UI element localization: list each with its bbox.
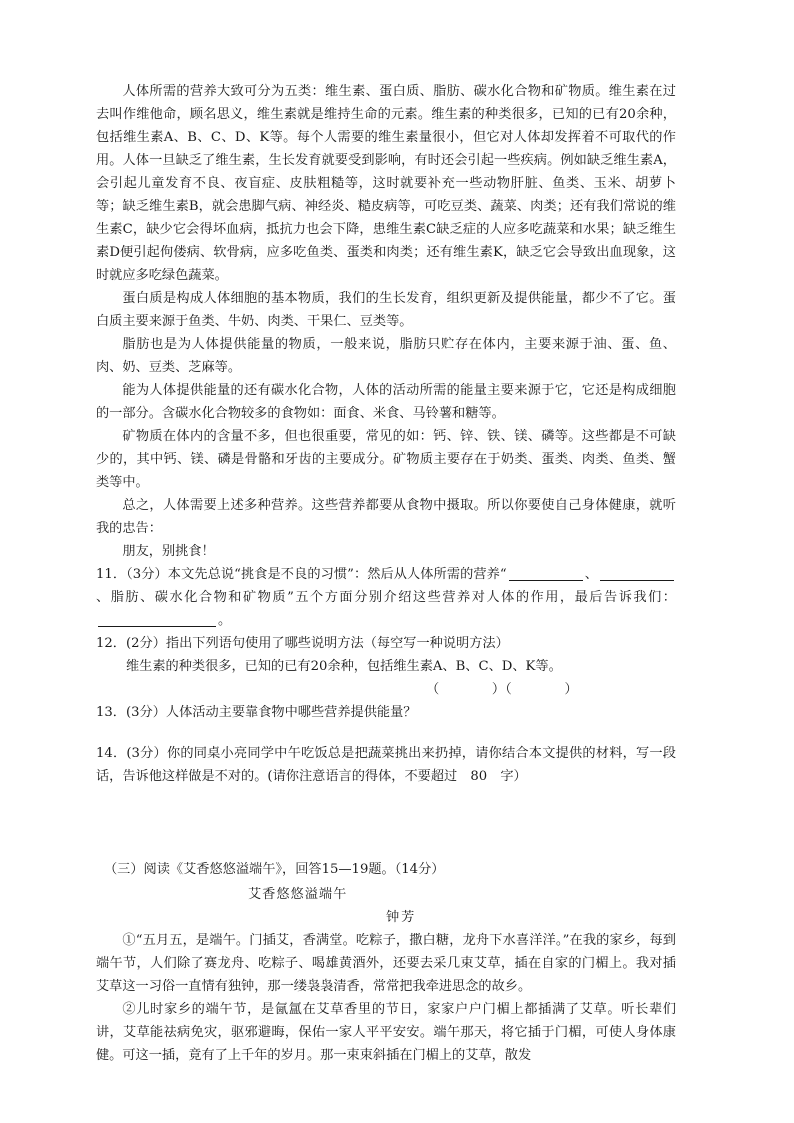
passage-paragraph: 总之，人体需要上述多种营养。这些营养都要从食物中摄取。所以你要使自己身体健康，就听我的忠告：: [96, 498, 676, 536]
q11-blank-1[interactable]: [509, 566, 583, 581]
q11-blank-2[interactable]: [600, 566, 674, 581]
q11-sep: 、: [584, 567, 599, 582]
article-paragraph: ②儿时家乡的端午节，是氤氲在艾草香里的节日，家家户户门楣上都插满了艾草。听长辈们讲，艾草能祛病免灾，驱邪避晦，保佑一家人平平安安。端午那天，将它插于门楣，可使人身体康健。可这一插，竟有了上千年的岁月。那一束束斜插在门楣上的艾草，散发: [96, 1002, 676, 1063]
question-14: [96, 742, 676, 788]
passage-paragraph: 朋友，别挑食！: [122, 544, 215, 559]
q12-answer-parens[interactable]: （ ）（ ）: [426, 682, 578, 697]
answer-space[interactable]: [96, 788, 676, 858]
q11-text-1: 11．（3分）本文先总说“挑食是不良的习惯”：然后从人体所需的营养“: [96, 567, 507, 582]
passage-paragraph: 人体所需的营养大致可分为五类：维生素、蛋白质、脂肪、碳水化合物和矿物质。维生素在过去叫作维他命，顾名思义，维生素就是维持生命的元素。维生素的种类很多，已知的已有20余种，包括维生素A、B、C、D、K等。每个人需要的维生素量很小，但它对人体却发挥着不可取代的作用。人体一旦缺乏了维生素，生长发育就要受到影响，有时还会引起一些疾病。例如缺乏维生素A，会引起儿童发育不良、夜盲症、皮肤粗糙等，这时就要补充一些动物肝脏、鱼类、玉米、胡萝卜等；缺乏维生素B，就会患脚气病、神经炎、糙皮病等，可吃豆类、蔬菜、肉类；还有我们常说的维生素C，缺少它会得坏血病，抵抗力也会下降，患维生素C缺乏症的人应多吃蔬菜和水果；缺乏维生素D便引起佝偻病、软骨病，应多吃鱼类、蛋类和肉类；还有维生素K，缺乏它会导致出血现象，这时就应多吃绿色蔬菜。: [96, 84, 676, 283]
q14-stem: 14．(3分）你的同桌小亮同学中午吃饭总是把蔬菜挑出来扔掉，请你结合本文提供的材料，写一段话，告诉他这样做是不对的。(请你注意语言的得体，不要超过 80 字）: [96, 746, 676, 784]
passage-paragraph: 蛋白质是构成人体细胞的基本物质，我们的生长发育，组织更新及提供能量，都少不了它。蛋白质主要来源于鱼类、牛奶、肉类、干果仁、豆类等。: [96, 291, 676, 329]
q13-stem: 13．(3分）人体活动主要靠食物中哪些营养提供能量？: [96, 705, 417, 720]
nutrition-passage: [96, 80, 676, 563]
q12-stem: 12．(2分）指出下列语句使用了哪些说明方法（每空写一种说明方法）: [96, 636, 509, 651]
q11-text-2: 、脂肪、碳水化合物和矿物质”五个方面分别介绍这些营养对人体的作用，最后告诉我们：: [96, 590, 676, 605]
passage-paragraph: 脂肪也是为人体提供能量的物质，一般来说，脂肪只贮存在体内，主要来源于油、蛋、鱼、肉、奶、豆类、芝麻等。: [96, 337, 676, 375]
article-title: 艾香悠悠溢端午: [248, 887, 348, 902]
passage-paragraph: 矿物质在体内的含量不多，但也很重要，常见的如：钙、锌、铁、镁、磷等。这些都是不可缺少的，其中钙、镁、磷是骨骼和牙齿的主要成分。矿物质主要存在于奶类、蛋类、肉类、鱼类、蟹类等中。: [96, 429, 676, 490]
q11-blank-3[interactable]: [98, 612, 216, 627]
question-11: [96, 563, 676, 632]
exam-page: [96, 80, 676, 1067]
q11-end: 。: [218, 613, 232, 628]
article-author: 钟芳: [386, 910, 417, 925]
section-heading: （三）阅读《艾香悠悠溢端午》，回答15—19题。（14分）: [104, 862, 445, 877]
passage-paragraph: 能为人体提供能量的还有碳水化合物，人体的活动所需的能量主要来源于它，它还是构成细胞的一部分。含碳水化合物较多的食物如：面食、米食、马铃薯和糖等。: [96, 383, 676, 421]
answer-space[interactable]: [96, 724, 676, 742]
question-12: [96, 632, 676, 701]
q12-sentence: 维生素的种类很多，已知的已有20余种，包括维生素A、B、C、D、K等。: [126, 659, 562, 674]
section-3: [96, 858, 676, 1067]
question-13: [96, 701, 676, 724]
article-paragraph: ①“五月五，是端午。门插艾，香满堂。吃粽子，撒白糖，龙舟下水喜洋洋。”在我的家乡，每到端午节，人们除了赛龙舟、吃粽子、喝雄黄酒外，还要去采几束艾草，插在自家的门楣上。我对插艾草这一习俗一直情有独钟，那一缕袅袅清香，常常把我牵进思念的故乡。: [96, 933, 676, 994]
